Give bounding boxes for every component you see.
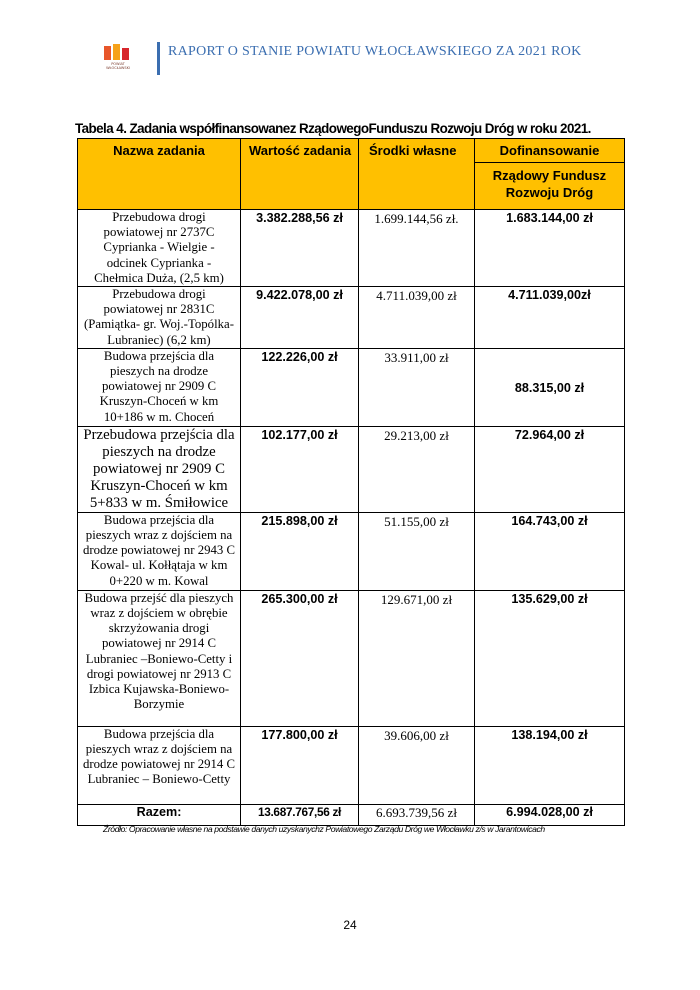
own-funds-cell: 33.911,00 zł bbox=[359, 348, 475, 426]
table-row bbox=[78, 590, 625, 726]
total-label: Razem: bbox=[78, 804, 241, 825]
table-row bbox=[78, 210, 625, 287]
own-funds-cell: 39.606,00 zł bbox=[359, 726, 475, 804]
tasks-table bbox=[77, 138, 625, 826]
logo-bar bbox=[113, 44, 120, 60]
cofinancing-cell: 1.683.144,00 zł bbox=[475, 210, 625, 287]
column-header-name: Nazwa zadania bbox=[78, 139, 241, 210]
table-row bbox=[78, 512, 625, 590]
cofinancing-cell: 72.964,00 zł bbox=[475, 426, 625, 512]
logo-bar bbox=[104, 46, 111, 60]
logo-text: POWIAT WŁOCŁAWSKI bbox=[106, 62, 130, 70]
task-value-cell: 265.300,00 zł bbox=[241, 590, 359, 726]
task-name-cell: Budowa przejść dla pieszych wraz z dojściem w obrębie skrzyżowania drogi powiatowej nr 2914 C Lubraniec –Boniewo-Cetty i drogi powiatowej nr 2913 C Izbica Kujawska-Boniewo-Borzymie bbox=[78, 590, 241, 726]
task-value-cell: 9.422.078,00 zł bbox=[241, 287, 359, 349]
task-value-cell: 177.800,00 zł bbox=[241, 726, 359, 804]
total-value-cell: 13.687.767,56 zł bbox=[241, 804, 359, 825]
total-cofinancing-cell: 6.994.028,00 zł bbox=[475, 804, 625, 825]
task-name-cell: Przebudowa drogi powiatowej nr 2831C (Pamiątka- gr. Woj.-Topólka-Lubraniec) (6,2 km) bbox=[78, 287, 241, 349]
table-header-row bbox=[78, 139, 625, 163]
task-name-cell: Budowa przejścia dla pieszych wraz z dojściem na drodze powiatowej nr 2914 C Lubraniec – Boniewo-Cetty bbox=[78, 726, 241, 804]
cofinancing-cell: 4.711.039,00zł bbox=[475, 287, 625, 349]
page-number: 24 bbox=[343, 918, 357, 932]
powiat-logo bbox=[98, 42, 138, 72]
task-value-cell: 102.177,00 zł bbox=[241, 426, 359, 512]
total-row bbox=[78, 804, 625, 825]
cofinancing-cell: 88.315,00 zł bbox=[475, 348, 625, 426]
task-name-cell: Budowa przejścia dla pieszych na drodze powiatowej nr 2909 C Kruszyn-Choceń w km 10+186 w m. Choceń bbox=[78, 348, 241, 426]
column-header-value: Wartość zadania bbox=[241, 139, 359, 210]
own-funds-cell: 4.711.039,00 zł bbox=[359, 287, 475, 349]
task-name-cell: Przebudowa drogi powiatowej nr 2737C Cyprianka - Wielgie - odcinek Cyprianka - Chełmica Duża, (2,5 km) bbox=[78, 210, 241, 287]
table-row bbox=[78, 726, 625, 804]
column-header-own: Środki własne bbox=[359, 139, 475, 210]
task-value-cell: 122.226,00 zł bbox=[241, 348, 359, 426]
header-divider bbox=[157, 42, 160, 75]
task-name-cell: Przebudowa przejścia dla pieszych na drodze powiatowej nr 2909 C Kruszyn-Choceń w km 5+833 w m. Śmiłowice bbox=[78, 426, 241, 512]
source-note: Źródło: Opracowanie własne na podstawie danych uzyskanychz Powiatowego Zarządu Dróg we Włocławku z/s w Jarantowicach bbox=[103, 824, 545, 834]
column-header-cofinancing: Dofinansowanie bbox=[475, 139, 625, 163]
table-caption: Tabela 4. Zadania współfinansowanez RządowegoFunduszu Rozwoju Dróg w roku 2021. bbox=[75, 121, 591, 136]
cofinancing-cell: 138.194,00 zł bbox=[475, 726, 625, 804]
table-row bbox=[78, 287, 625, 349]
page-header bbox=[0, 0, 700, 90]
table-row bbox=[78, 348, 625, 426]
table-row bbox=[78, 426, 625, 512]
cofinancing-cell: 164.743,00 zł bbox=[475, 512, 625, 590]
total-own-cell: 6.693.739,56 zł bbox=[359, 804, 475, 825]
own-funds-cell: 51.155,00 zł bbox=[359, 512, 475, 590]
task-name-cell: Budowa przejścia dla pieszych wraz z dojściem na drodze powiatowej nr 2943 C Kowal- ul. Kołłątaja w km 0+220 w m. Kowal bbox=[78, 512, 241, 590]
own-funds-cell: 1.699.144,56 zł. bbox=[359, 210, 475, 287]
task-value-cell: 3.382.288,56 zł bbox=[241, 210, 359, 287]
own-funds-cell: 129.671,00 zł bbox=[359, 590, 475, 726]
column-header-fund: Rządowy Fundusz Rozwoju Dróg bbox=[475, 163, 625, 210]
task-value-cell: 215.898,00 zł bbox=[241, 512, 359, 590]
logo-bar bbox=[122, 48, 129, 60]
own-funds-cell: 29.213,00 zł bbox=[359, 426, 475, 512]
cofinancing-cell: 135.629,00 zł bbox=[475, 590, 625, 726]
report-title: RAPORT O STANIE POWIATU WŁOCŁAWSKIEGO ZA 2021 ROK bbox=[168, 44, 582, 59]
